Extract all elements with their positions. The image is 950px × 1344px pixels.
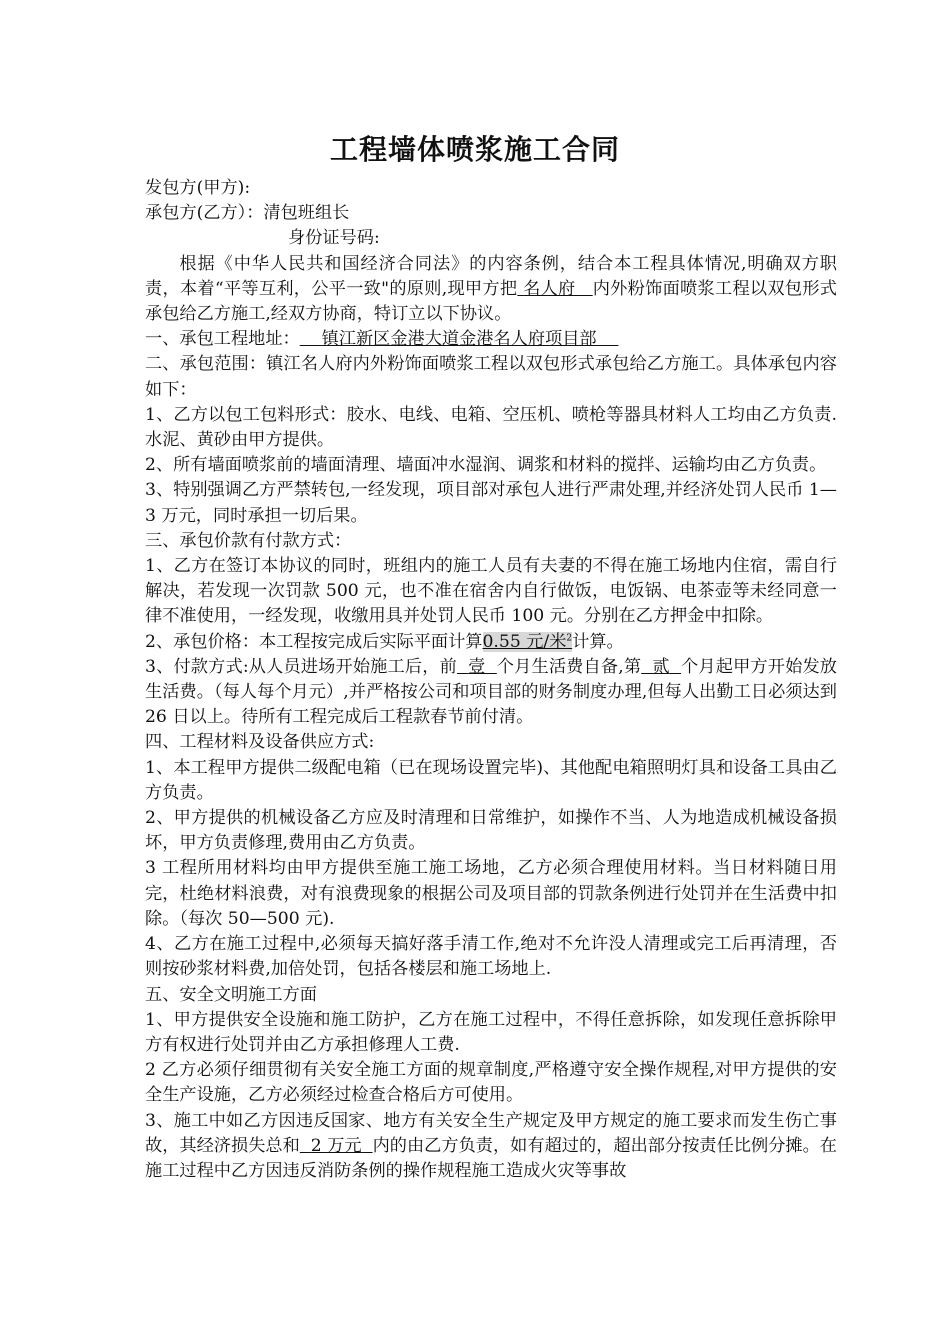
payment-text-c: 个月起甲方开始发放生活费。（每人每个月元）,并严格按公司和项目部的财务制度办理,但每人出勤工日必须达到 26 日以上。待所有工程完成后工程款春节前付清。 bbox=[145, 656, 837, 728]
intro-text-b: 内外粉饰面喷浆工程以双包形式承包给乙方施工,经双方协商，特订立以下协议。 bbox=[145, 278, 837, 325]
address-value: 镇江新区金港大道金港名人府项目部 bbox=[321, 329, 597, 350]
unit-price-superscript: 2 bbox=[566, 632, 573, 643]
section-4-item-1: 1、本工程甲方提供二级配电箱（已在现场设置完毕)、其他配电箱照明灯具和设备工具由乙方负责。 bbox=[145, 757, 837, 803]
contractor-label: 承包方(乙方）： bbox=[145, 203, 264, 224]
section-4-item-4: 4、乙方在施工过程中,必须每天搞好落手清工作,绝对不允许没人清理或完工后再清理，否则按砂浆材料费,加倍处罚，包括各楼层和施工场地上. bbox=[145, 934, 837, 980]
payment-text-b: 个月生活费自备,第 bbox=[496, 656, 642, 677]
price-text-a: 2、承包价格：本工程按完成后实际平面计算 bbox=[145, 631, 483, 652]
contract-body bbox=[145, 176, 837, 1184]
unit-price-field bbox=[483, 632, 573, 652]
months-self-funded-field bbox=[457, 657, 497, 677]
section-2-item-2: 2、所有墙面喷浆前的墙面清理、墙面冲水湿润、调浆和材料的搅拌、运输均由乙方负责。 bbox=[145, 455, 827, 476]
liability-amount: 2 万元 bbox=[310, 1135, 362, 1156]
section-2-item-3: 3、特别强调乙方严禁转包,一经发现，项目部对承包人进行严肃处理,并经济处罚人民币 1—3 万元，同时承担一切后果。 bbox=[145, 480, 837, 526]
id-number-label: 身份证号码: bbox=[288, 228, 380, 249]
unit-price: 0.55 元/米 bbox=[482, 631, 567, 652]
allowance-start-month-field bbox=[641, 657, 681, 677]
project-name-field bbox=[517, 279, 592, 299]
section-3-item-1: 1、乙方在签订本协议的同时，班组内的施工人员有夫妻的不得在施工场地内住宿，需自行解决，若发现一次罚款 500 元，也不准在宿舍内自行做饭，电饭锅、电茶壶等未经同意一律不准使用，一经发现，收缴用具并处罚人民币 100 元。分别在乙方押金中扣除。 bbox=[145, 556, 837, 627]
contractor-name: 清包班组长 bbox=[263, 203, 350, 224]
section-4-item-3: 3 工程所用材料均由甲方提供至施工施工场地，乙方必须合理使用材料。当日材料随日用完，杜绝材料浪费，对有浪费现象的根据公司及项目部的罚款条例进行处罚并在生活费中扣除。（每次 50—500 元). bbox=[145, 858, 837, 929]
section-5-item-3 bbox=[145, 1109, 837, 1185]
section-3-item-3 bbox=[145, 655, 837, 731]
liability-text-a: 3、施工中如乙方因违反国家、地方有关安全生产规定及甲方规定的施工要求而发生伤亡事故，其经济损失总和 bbox=[145, 1110, 837, 1156]
section-2-item-1: 1、乙方以包工包料形式：胶水、电线、电箱、空压机、喷枪等器具材料人工均由乙方负责.水泥、黄砂由甲方提供。 bbox=[145, 404, 837, 451]
months-self-funded: 壹 bbox=[468, 656, 486, 677]
section-5-heading: 五、安全文明施工方面 bbox=[145, 984, 317, 1005]
section-3-item-2 bbox=[145, 630, 837, 655]
address-label: 一、承包工程地址： bbox=[145, 329, 300, 350]
intro-paragraph bbox=[145, 252, 837, 328]
section-5-item-2: 2 乙方必须仔细贯彻有关安全施工方面的规章制度,严格遵守安全操作规程,对甲方提供的安全生产设施，乙方必须经过检查合格后方可使用。 bbox=[145, 1060, 837, 1106]
contractor-line bbox=[145, 201, 837, 226]
intro-text-a: 根据《中华人民共和国经济合同法》的内容条例，结合本工程具体情况,明确双方职责，本着“平等互利，公平一致"的原则,现甲方把 bbox=[145, 253, 837, 299]
address-field bbox=[300, 329, 619, 349]
document-title: 工程墙体喷浆施工合同 bbox=[329, 133, 620, 166]
section-1-address bbox=[145, 327, 837, 352]
section-5-item-1: 1、甲方提供安全设施和施工防护，乙方在施工过程中，不得任意拆除，如发现任意拆除甲方有权进行处罚并由乙方承担修理人工费. bbox=[145, 1009, 837, 1055]
liability-amount-field bbox=[300, 1136, 373, 1156]
price-text-b: 计算。 bbox=[572, 631, 624, 652]
section-3-heading: 三、承包价款有付款方式： bbox=[145, 530, 352, 551]
project-name: 名人府 bbox=[523, 278, 576, 299]
liability-text-b: 内的由乙方负责，如有超过的，超出部分按责任比例分摊。在施工过程中乙方因违反消防条例的操作规程施工造成火灾等事故 bbox=[145, 1135, 837, 1181]
employer-line: 发包方(甲方): bbox=[145, 178, 251, 198]
payment-text-a: 3、付款方式:从人员进场开始施工后，前 bbox=[145, 656, 457, 677]
section-4-item-2: 2、甲方提供的机械设备乙方应及时清理和日常维护，如操作不当、人为地造成机械设备损坏，甲方负责修理,费用由乙方负责。 bbox=[145, 808, 837, 854]
allowance-start-month: 贰 bbox=[652, 656, 670, 677]
section-2-heading: 二、承包范围：镇江名人府内外粉饰面喷浆工程以双包形式承包给乙方施工。具体承包内容如下： bbox=[145, 354, 837, 400]
section-4-heading: 四、工程材料及设备供应方式: bbox=[145, 732, 375, 753]
